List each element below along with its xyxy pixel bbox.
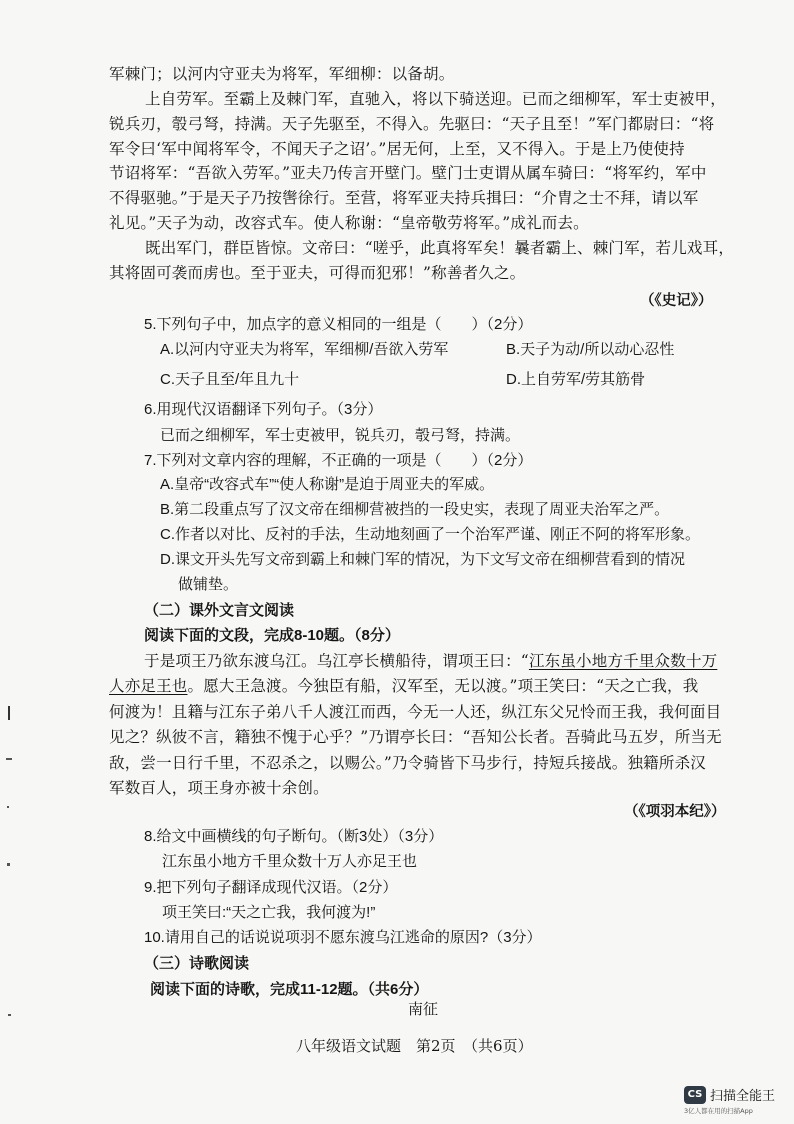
underlined-sentence: 人亦足王也 — [109, 677, 188, 695]
q10-stem: 10.请用自己的话说说项羽不愿东渡乌江逃命的原因?（3分） — [144, 929, 542, 946]
section3-instruction: 阅读下面的诗歌，完成11-12题。（共6分） — [150, 981, 429, 998]
q7-stem: 7.下列对文章内容的理解，不正确的一项是（ ）（2分） — [144, 452, 533, 469]
passage2-line: 见之？纵彼不言，籍独不愧于心乎？”乃谓亭长曰：“吾知公长者。吾骑此马五岁，所当无 — [109, 728, 722, 746]
scan-mark — [8, 706, 10, 720]
passage2-line: 何渡为！且籍与江东子弟八千人渡江而西，今无一人还，纵江东父兄怜而王我，我何面目 — [109, 703, 722, 721]
q5-stem: 5.下列句子中，加点字的意义相同的一组是（ ）（2分） — [144, 316, 533, 333]
passage1-line: 既出军门，群臣皆惊。文帝曰：“嗟乎，此真将军矣！曩者霸上、棘门军，若儿戏耳， — [145, 239, 735, 257]
scan-mark — [8, 1014, 11, 1016]
passage2-source: （《项羽本纪》） — [624, 803, 726, 820]
passage1-line: 其将固可袭而虏也。至于亚夫，可得而犯邪！”称善者久之。 — [109, 264, 526, 282]
passage1-line: 军令曰‘军中闻将军令，不闻天子之诏’。”居无何，上至，又不得入。于是上乃使使持 — [109, 140, 685, 158]
q5-option-b: B.天子为动/所以动心忍性 — [506, 341, 675, 358]
scan-mark — [7, 863, 10, 866]
q9-sentence: 项王笑曰:“天之亡我，我何渡为!” — [162, 904, 376, 921]
q8-sentence: 江东虽小地方千里众数十万人亦足王也 — [162, 853, 418, 870]
page-footer: 八年级语文试题 第2页 （共6页） — [296, 1037, 533, 1055]
passage1-line: 上自劳军。至霸上及棘门军，直驰入，将以下骑送迎。已而之细柳军，军士吏被甲， — [145, 90, 726, 108]
section2-instruction: 阅读下面的文段，完成8-10题。（8分） — [144, 627, 400, 644]
q5-option-d: D.上自劳军/劳其筋骨 — [506, 371, 646, 388]
passage2-text: 于是项王乃欲东渡乌江。乌江亭长横船待，谓项王曰：“ — [144, 652, 529, 670]
section2-title: （二）课外文言文阅读 — [144, 602, 295, 619]
q6-sentence: 已而之细柳军，军士吏被甲，锐兵刃，彀弓弩，持满。 — [160, 427, 521, 444]
q6-stem: 6.用现代汉语翻译下列句子。（3分） — [144, 401, 383, 418]
passage1-source: （《史记》） — [640, 292, 713, 309]
passage1-line: 军棘门；以河内守亚夫为将军，军细柳：以备胡。 — [109, 65, 455, 83]
q7-option-d: D.课文开头先写文帝到霸上和棘门军的情况，为下文写文帝在细柳营看到的情况 — [160, 551, 686, 568]
passage1-line: 锐兵刃，彀弓弩，持满。天子先驱至，不得入。先驱曰：“天子且至！”军门都尉曰：“将 — [109, 115, 715, 133]
passage2-line: 军数百人，项王身亦被十余创。 — [109, 779, 329, 797]
scan-mark — [6, 758, 12, 760]
scanner-app-tagline: 3亿人都在用的扫描App — [684, 1107, 753, 1115]
passage1-line: 礼见。”天子为动，改容式车。使人称谢：“皇帝敬劳将军。”成礼而去。 — [109, 214, 589, 232]
q7-option-d-cont: 做铺垫。 — [178, 576, 239, 593]
q7-option-b: B.第二段重点写了汉文帝在细柳营被挡的一段史实，表现了周亚夫治军之严。 — [160, 501, 670, 518]
poem-title: 南征 — [408, 1001, 439, 1018]
passage1-line: 节诏将军：“吾欲入劳军。”亚夫乃传言开壁门。壁门士吏谓从属车骑曰：“将军约，军中 — [109, 164, 707, 182]
q7-option-c: C.作者以对比、反衬的手法，生动地刻画了一个治军严谨、刚正不阿的将军形象。 — [160, 526, 701, 543]
q5-option-a: A.以河内守亚夫为将军，军细柳/吾欲入劳军 — [160, 341, 449, 358]
q9-stem: 9.把下列句子翻译成现代汉语。（2分） — [144, 879, 398, 896]
q5-option-c: C.天子且至/年且九十 — [160, 371, 300, 388]
passage2-line: 敌，尝一日行千里，不忍杀之，以赐公。”乃令骑皆下马步行，持短兵接战。独籍所杀汉 — [109, 754, 706, 772]
section3-title: （三）诗歌阅读 — [144, 955, 250, 972]
scan-mark — [7, 806, 9, 808]
passage2-line — [144, 650, 717, 672]
passage2-text: 。愿大王急渡。今独臣有船，汉军至，无以渡。”项王笑曰：“天之亡我，我 — [187, 677, 699, 695]
scanner-watermark — [684, 1084, 788, 1116]
scanner-app-name: 扫描全能王 — [710, 1089, 776, 1104]
passage2-line — [109, 675, 698, 697]
underlined-sentence: 江东虽小地方千里众数十万 — [528, 652, 718, 670]
scanner-logo-icon: CS — [684, 1086, 706, 1104]
q7-option-a: A.皇帝“改容式车”“使人称谢”是迫于周亚夫的军威。 — [160, 476, 495, 493]
passage1-line: 不得驱驰。”于是天子乃按辔徐行。至营，将军亚夫持兵揖曰：“介胄之士不拜，请以军 — [109, 189, 699, 207]
q8-stem: 8.给文中画横线的句子断句。（断3处）（3分） — [144, 828, 444, 845]
